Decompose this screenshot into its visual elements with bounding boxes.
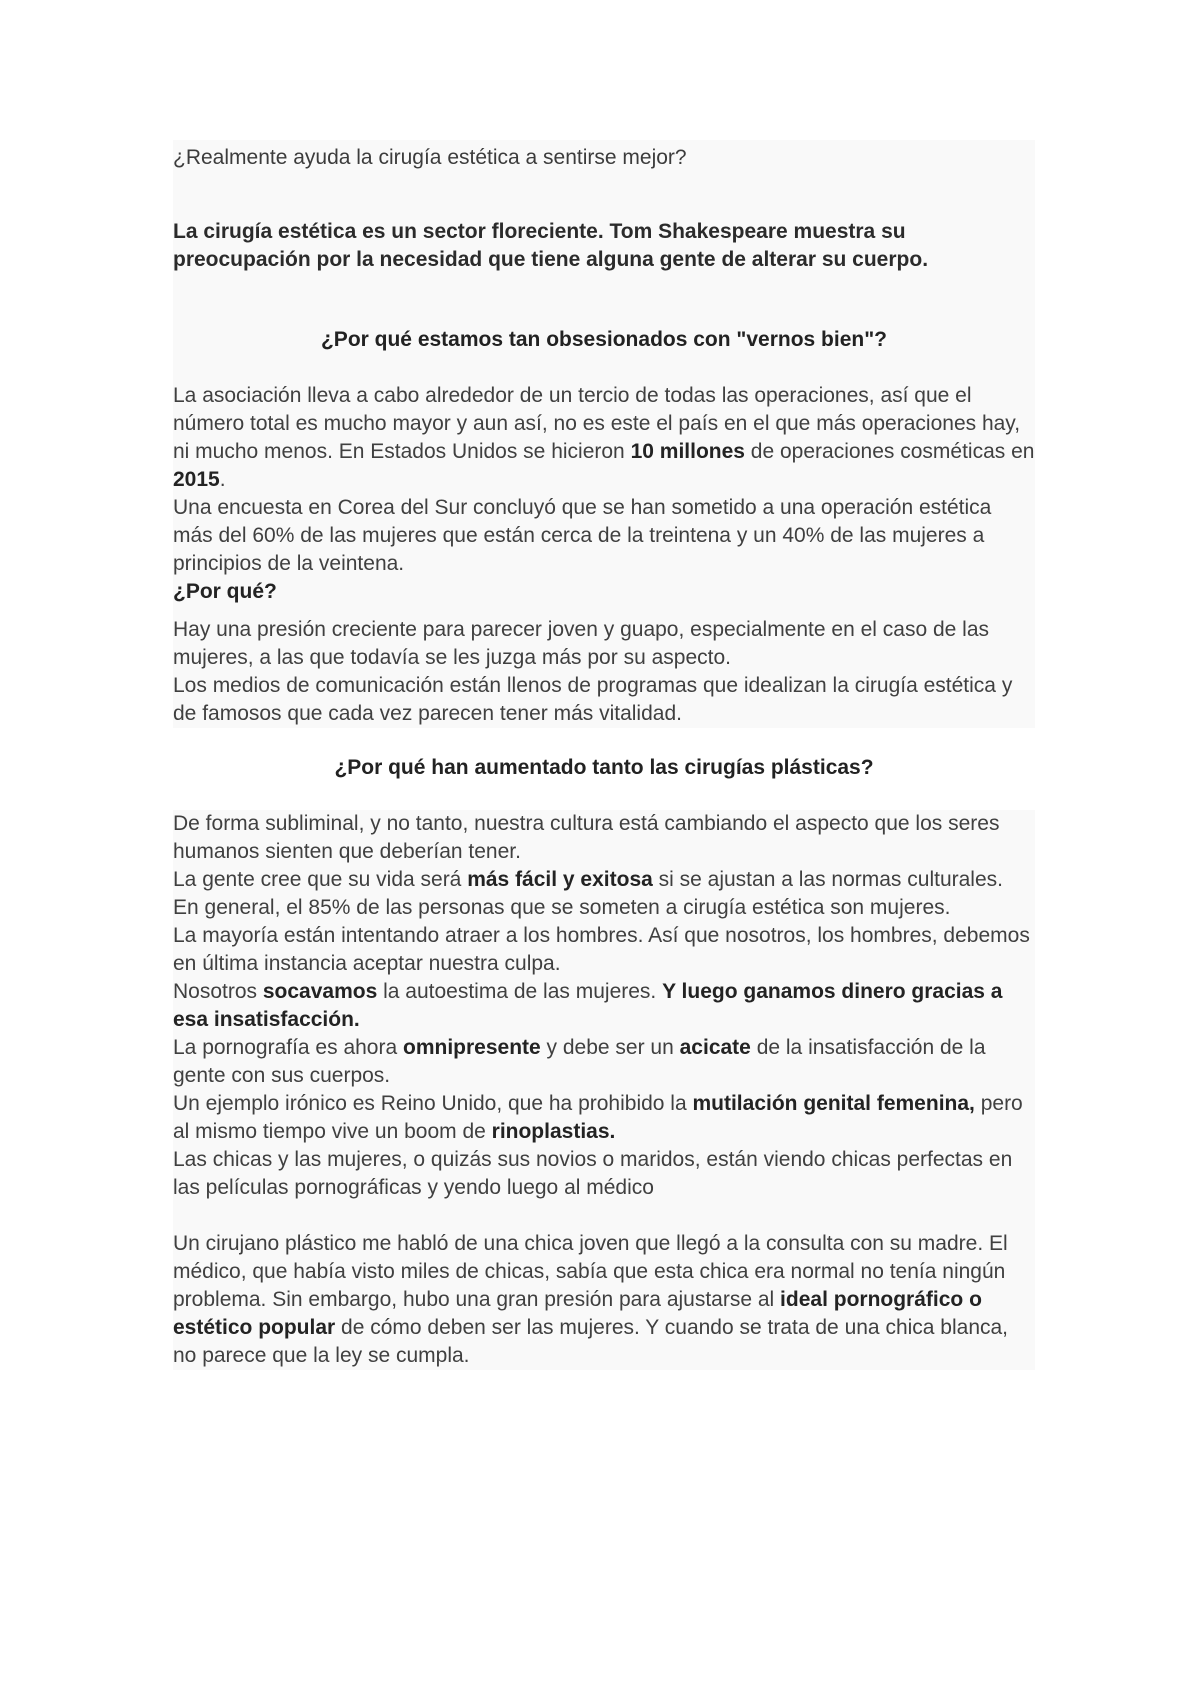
bold-text: 10 millones bbox=[630, 440, 745, 463]
text-run: La gente cree que su vida será bbox=[173, 868, 468, 891]
text-run: y debe ser un bbox=[540, 1036, 680, 1059]
bold-text: más fácil y exitosa bbox=[467, 868, 653, 891]
paragraph bbox=[173, 1034, 1035, 1090]
bold-text: Y luego ganamos dinero gracias a esa insatisfacción. bbox=[173, 980, 1003, 1031]
bold-text: 2015 bbox=[173, 468, 220, 491]
document-page bbox=[173, 140, 1035, 1370]
text-run: La pornografía es ahora bbox=[173, 1036, 403, 1059]
bold-text: ideal pornográfico o estético popular bbox=[173, 1288, 982, 1339]
text-run: la autoestima de las mujeres. bbox=[377, 980, 663, 1003]
section-2-body bbox=[173, 810, 1035, 1370]
text-run: de operaciones cosméticas en bbox=[744, 440, 1035, 463]
text-run: de cómo deben ser las mujeres. Y cuando se trata de una chica blanca, no parece que la ley se cumpla. bbox=[173, 1316, 1009, 1367]
paragraph: De forma subliminal, y no tanto, nuestra cultura está cambiando el aspecto que los seres humanos sienten que deberían tener. bbox=[173, 812, 1000, 863]
paragraph bbox=[173, 1230, 1035, 1370]
paragraph: La mayoría están intentando atraer a los hombres. Así que nosotros, los hombres, debemos en última instancia aceptar nuestra culpa. bbox=[173, 924, 1030, 975]
bold-text: acicate bbox=[679, 1036, 751, 1059]
paragraph: Las chicas y las mujeres, o quizás sus novios o maridos, están viendo chicas perfectas en las películas pornográficas y yendo luego al médico bbox=[173, 1148, 1013, 1199]
bold-text: omnipresente bbox=[403, 1036, 541, 1059]
text-run: Nosotros bbox=[173, 980, 263, 1003]
section-heading-2: ¿Por qué han aumentado tanto las cirugías plásticas? bbox=[334, 756, 874, 779]
paragraph-spacer bbox=[173, 1202, 1035, 1230]
paragraph bbox=[173, 382, 1035, 494]
text-run: . bbox=[219, 468, 226, 491]
bold-text: mutilación genital femenina, bbox=[692, 1092, 975, 1115]
paragraph bbox=[173, 978, 1035, 1034]
text-run: si se ajustan a las normas culturales. bbox=[652, 868, 1003, 891]
bold-text: rinoplastias. bbox=[491, 1120, 616, 1143]
paragraph bbox=[173, 1090, 1035, 1146]
paragraph: En general, el 85% de las personas que se someten a cirugía estética son mujeres. bbox=[173, 896, 951, 919]
text-run: La asociación lleva a cabo alrededor de un tercio de todas las operaciones, así que el número total es mucho mayor y aun así, no es este el país en el que más operaciones hay, ni mucho menos. En Estados Unidos se hicieron bbox=[173, 384, 1021, 463]
text-run: Un cirujano plástico me habló de una chica joven que llegó a la consulta con su madre. El médico, que había visto miles de chicas, sabía que esta chica era normal no tenía ningún problema. Sin embargo, hubo una gran presión para ajustarse al bbox=[173, 1232, 1008, 1311]
text-run: pero al mismo tiempo vive un boom de bbox=[173, 1092, 1023, 1143]
document-title: ¿Realmente ayuda la cirugía estética a sentirse mejor? bbox=[173, 140, 1035, 175]
paragraph: Una encuesta en Corea del Sur concluyó que se han sometido a una operación estética más del 60% de las mujeres que están cerca de la treintena y un 40% de las mujeres a principios de la veintena. bbox=[173, 496, 992, 575]
section-1-body bbox=[173, 382, 1035, 728]
text-run: de la insatisfacción de la gente con sus cuerpos. bbox=[173, 1036, 986, 1087]
subheading: ¿Por qué? bbox=[173, 580, 277, 603]
lead-paragraph: La cirugía estética es un sector floreciente. Tom Shakespeare muestra su preocupación por la necesidad que tiene alguna gente de alterar su cuerpo. bbox=[173, 175, 1035, 324]
section-heading-1: ¿Por qué estamos tan obsesionados con "vernos bien"? bbox=[173, 324, 1035, 382]
bold-text: socavamos bbox=[262, 980, 378, 1003]
paragraph: Los medios de comunicación están llenos de programas que idealizan la cirugía estética y de famosos que cada vez parecen tener más vitalidad. bbox=[173, 674, 1013, 725]
text-run: Un ejemplo irónico es Reino Unido, que ha prohibido la bbox=[173, 1092, 693, 1115]
paragraph: Hay una presión creciente para parecer joven y guapo, especialmente en el caso de las mujeres, a las que todavía se les juzga más por su aspecto. bbox=[173, 618, 989, 669]
paragraph bbox=[173, 866, 1035, 894]
